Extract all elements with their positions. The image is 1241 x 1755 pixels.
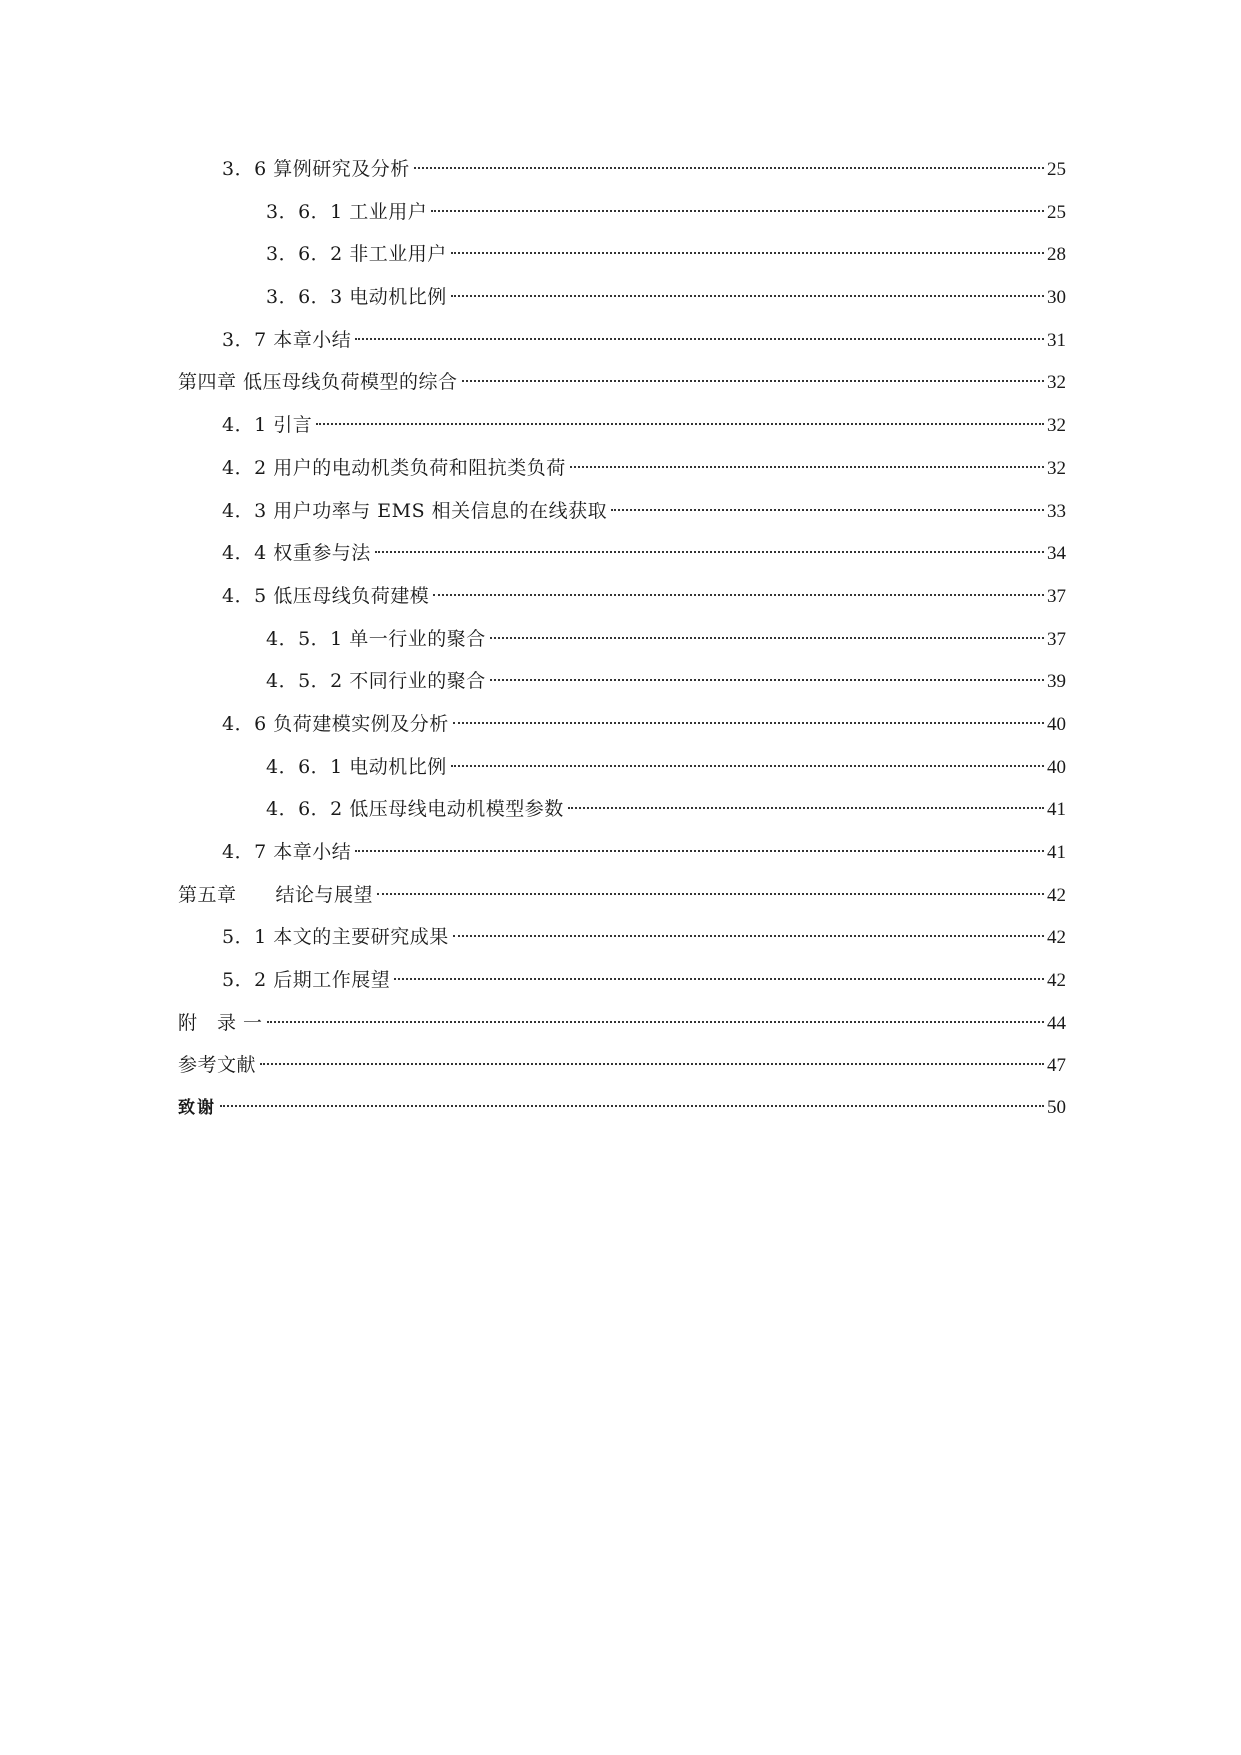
- dot-leader: [220, 1105, 1044, 1107]
- toc-entry-title: 附 录 一: [178, 1011, 263, 1034]
- dot-leader: [490, 637, 1044, 639]
- toc-entry-page-number: 40: [1047, 756, 1066, 778]
- dot-leader: [570, 466, 1044, 468]
- toc-entry-title: 参考文献: [178, 1054, 257, 1077]
- toc-entry[interactable]: [178, 148, 1066, 191]
- toc-entry-title: 4．5．2 不同行业的聚合: [266, 670, 486, 693]
- toc-entry-page-number: 42: [1047, 927, 1066, 949]
- toc-entry-page-number: 31: [1047, 329, 1066, 351]
- toc-entry[interactable]: [178, 1044, 1066, 1087]
- toc-entry[interactable]: [178, 575, 1066, 618]
- toc-entry-title: 3．6．1 工业用户: [266, 200, 428, 223]
- toc-entry-title: 4．3 用户功率与 EMS 相关信息的在线获取: [222, 499, 608, 522]
- toc-entry-title: 4．4 权重参与法: [222, 542, 371, 565]
- toc-entry-title: 4．6．2 低压母线电动机模型参数: [266, 798, 564, 821]
- toc-entry-page-number: 40: [1047, 713, 1066, 735]
- toc-entry[interactable]: [178, 618, 1066, 661]
- toc-entry[interactable]: [178, 660, 1066, 703]
- dot-leader: [451, 765, 1044, 767]
- toc-entry-page-number: 39: [1047, 671, 1066, 693]
- toc-entry-page-number: 37: [1047, 628, 1066, 650]
- toc-entry-title: 3．7 本章小结: [222, 328, 352, 351]
- toc-entry-page-number: 32: [1047, 457, 1066, 479]
- toc-entry[interactable]: [178, 1002, 1066, 1045]
- toc-entry-page-number: 25: [1047, 201, 1066, 223]
- toc-entry-title: 4．6 负荷建模实例及分析: [222, 712, 449, 735]
- toc-entry[interactable]: [178, 191, 1066, 234]
- toc-entry-title: 第五章 结论与展望: [178, 883, 374, 906]
- toc-entry-page-number: 28: [1047, 244, 1066, 266]
- toc-entry-page-number: 25: [1047, 159, 1066, 180]
- toc-entry-title: 致谢: [178, 1098, 216, 1119]
- toc-entry[interactable]: [178, 1087, 1066, 1130]
- toc-entry-page-number: 50: [1047, 1097, 1066, 1119]
- toc-entry-title: 4．2 用户的电动机类负荷和阻抗类负荷: [222, 456, 566, 479]
- toc-entry[interactable]: [178, 532, 1066, 575]
- toc-entry[interactable]: [178, 959, 1066, 1002]
- toc-entry-title: 3．6 算例研究及分析: [222, 158, 410, 180]
- toc-entry[interactable]: [178, 788, 1066, 831]
- dot-leader: [490, 679, 1044, 681]
- toc-entry[interactable]: [178, 874, 1066, 917]
- toc-entry-page-number: 41: [1047, 799, 1066, 821]
- toc-entry-title: 4．1 引言: [222, 414, 313, 437]
- toc-entry-title: 4．6．1 电动机比例: [266, 755, 447, 778]
- toc-entry-page-number: 30: [1047, 287, 1066, 309]
- dot-leader: [451, 252, 1044, 254]
- toc-entry-page-number: 44: [1047, 1012, 1066, 1034]
- toc-entry[interactable]: [178, 404, 1066, 447]
- toc-entry[interactable]: [178, 490, 1066, 533]
- dot-leader: [611, 509, 1044, 511]
- toc-entry[interactable]: [178, 746, 1066, 789]
- dot-leader: [453, 722, 1044, 724]
- toc-entry-page-number: 37: [1047, 585, 1066, 607]
- toc-entry-title: 4．5 低压母线负荷建模: [222, 584, 430, 607]
- dot-leader: [568, 807, 1044, 809]
- dot-leader: [355, 338, 1044, 340]
- dot-leader: [375, 551, 1044, 553]
- toc-list: [178, 148, 1066, 1130]
- toc-entry-page-number: 47: [1047, 1055, 1066, 1077]
- toc-entry-page-number: 32: [1047, 415, 1066, 437]
- toc-entry[interactable]: [178, 703, 1066, 746]
- toc-entry[interactable]: [178, 276, 1066, 319]
- toc-entry-title: 5．1 本文的主要研究成果: [222, 926, 449, 949]
- toc-entry[interactable]: [178, 447, 1066, 490]
- toc-entry-page-number: 32: [1047, 372, 1066, 394]
- toc-entry-title: 4．5．1 单一行业的聚合: [266, 627, 486, 650]
- dot-leader: [267, 1021, 1044, 1023]
- toc-entry-page-number: 33: [1047, 500, 1066, 522]
- toc-entry[interactable]: [178, 831, 1066, 874]
- dot-leader: [394, 978, 1044, 980]
- table-of-contents: [178, 148, 1066, 1130]
- toc-entry-title: 3．6．3 电动机比例: [266, 286, 447, 309]
- dot-leader: [433, 594, 1044, 596]
- toc-entry-page-number: 42: [1047, 970, 1066, 992]
- dot-leader: [451, 295, 1044, 297]
- toc-entry-page-number: 42: [1047, 884, 1066, 906]
- toc-entry[interactable]: [178, 916, 1066, 959]
- dot-leader: [377, 893, 1044, 895]
- toc-entry[interactable]: [178, 319, 1066, 362]
- toc-entry[interactable]: [178, 361, 1066, 404]
- toc-entry[interactable]: [178, 233, 1066, 276]
- toc-entry-page-number: 41: [1047, 842, 1066, 863]
- toc-entry-title: 第四章 低压母线负荷模型的综合: [178, 371, 458, 394]
- dot-leader: [260, 1063, 1044, 1065]
- dot-leader: [355, 850, 1044, 852]
- dot-leader: [431, 210, 1044, 212]
- dot-leader: [414, 167, 1044, 169]
- dot-leader: [316, 423, 1044, 425]
- dot-leader: [453, 935, 1044, 937]
- toc-entry-title: 3．6．2 非工业用户: [266, 243, 447, 266]
- toc-entry-title: 5．2 后期工作展望: [222, 969, 391, 992]
- toc-entry-title: 4．7 本章小结: [222, 841, 352, 863]
- dot-leader: [462, 380, 1044, 382]
- toc-entry-page-number: 34: [1047, 543, 1066, 565]
